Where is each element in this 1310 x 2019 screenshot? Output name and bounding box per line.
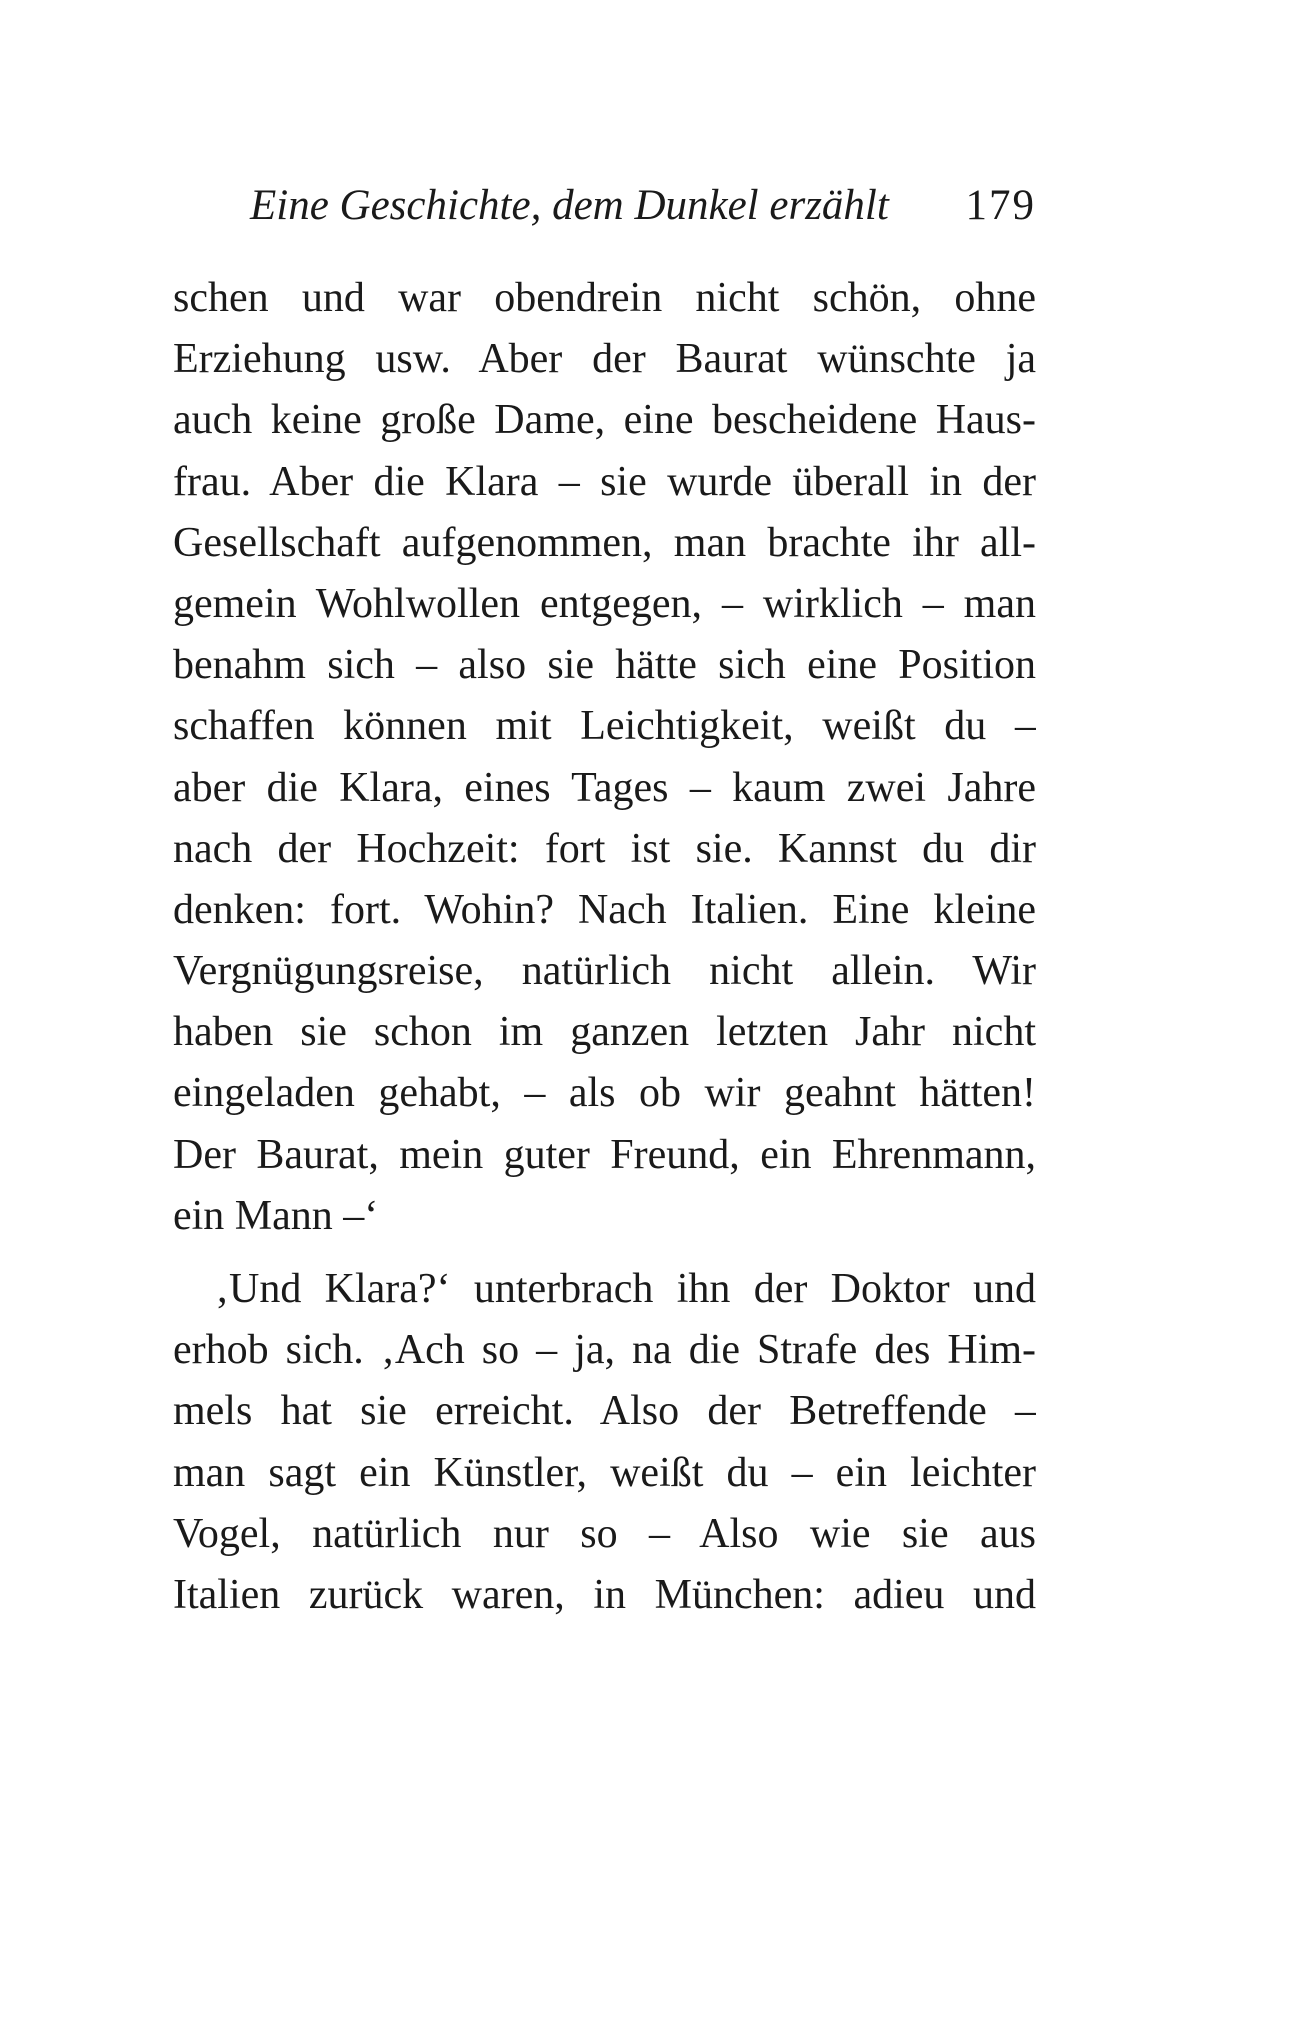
text-line: auch keine große Dame, eine bescheidene Haus- [173,397,1036,444]
text-line: Vergnügungsreise, natürlich nicht allein. Wir [173,948,1036,995]
text-line: schen und war obendrein nicht schön, ohne [173,275,1036,321]
text-line: ein Mann –‘ [173,1192,379,1239]
text-line: Der Baurat, mein guter Freund, ein Ehrenmann, [173,1131,1036,1178]
text-line: gemein Wohlwollen entgegen, – wirklich – man [173,580,1036,627]
text-line: frau. Aber die Klara – sie wurde überall in der [173,458,1036,505]
page-number: 179 [965,182,1036,229]
text-line: denken: fort. Wohin? Nach Italien. Eine kleine [173,886,1036,933]
text-line: Vogel, natürlich nur so – Also wie sie aus [173,1510,1036,1557]
text-line: nach der Hochzeit: fort ist sie. Kannst du dir [173,825,1036,872]
paragraph [173,268,1036,1247]
text-line: benahm sich – also sie hätte sich eine Position [173,642,1036,689]
text-line: aber die Klara, eines Tages – kaum zwei Jahre [173,764,1036,811]
text-line: Gesellschaft aufgenommen, man brachte ihr all- [173,519,1036,566]
text-line: Italien zurück waren, in München: adieu und [173,1571,1036,1618]
text-line: eingeladen gehabt, – als ob wir geahnt hätten! [173,1070,1036,1117]
text-line: haben sie schon im ganzen letzten Jahr nicht [173,1009,1036,1056]
text-line: ‚Und Klara?‘ unterbrach ihn der Doktor und [215,1266,1036,1312]
text-line: man sagt ein Künstler, weißt du – ein leichter [173,1449,1036,1496]
text-line: schaffen können mit Leichtigkeit, weißt du – [173,703,1036,750]
text-line: Erziehung usw. Aber der Baurat wünschte ja [173,336,1036,383]
paragraph [173,1259,1036,1626]
text-line: mels hat sie erreicht. Also der Betreffende – [173,1388,1036,1435]
running-header [250,180,1036,232]
paragraph-gap [173,1247,1036,1259]
body-text [173,268,1036,1626]
running-title: Eine Geschichte, dem Dunkel erzählt [250,182,889,229]
text-line: erhob sich. ‚Ach so – ja, na die Strafe des Him- [173,1327,1036,1374]
